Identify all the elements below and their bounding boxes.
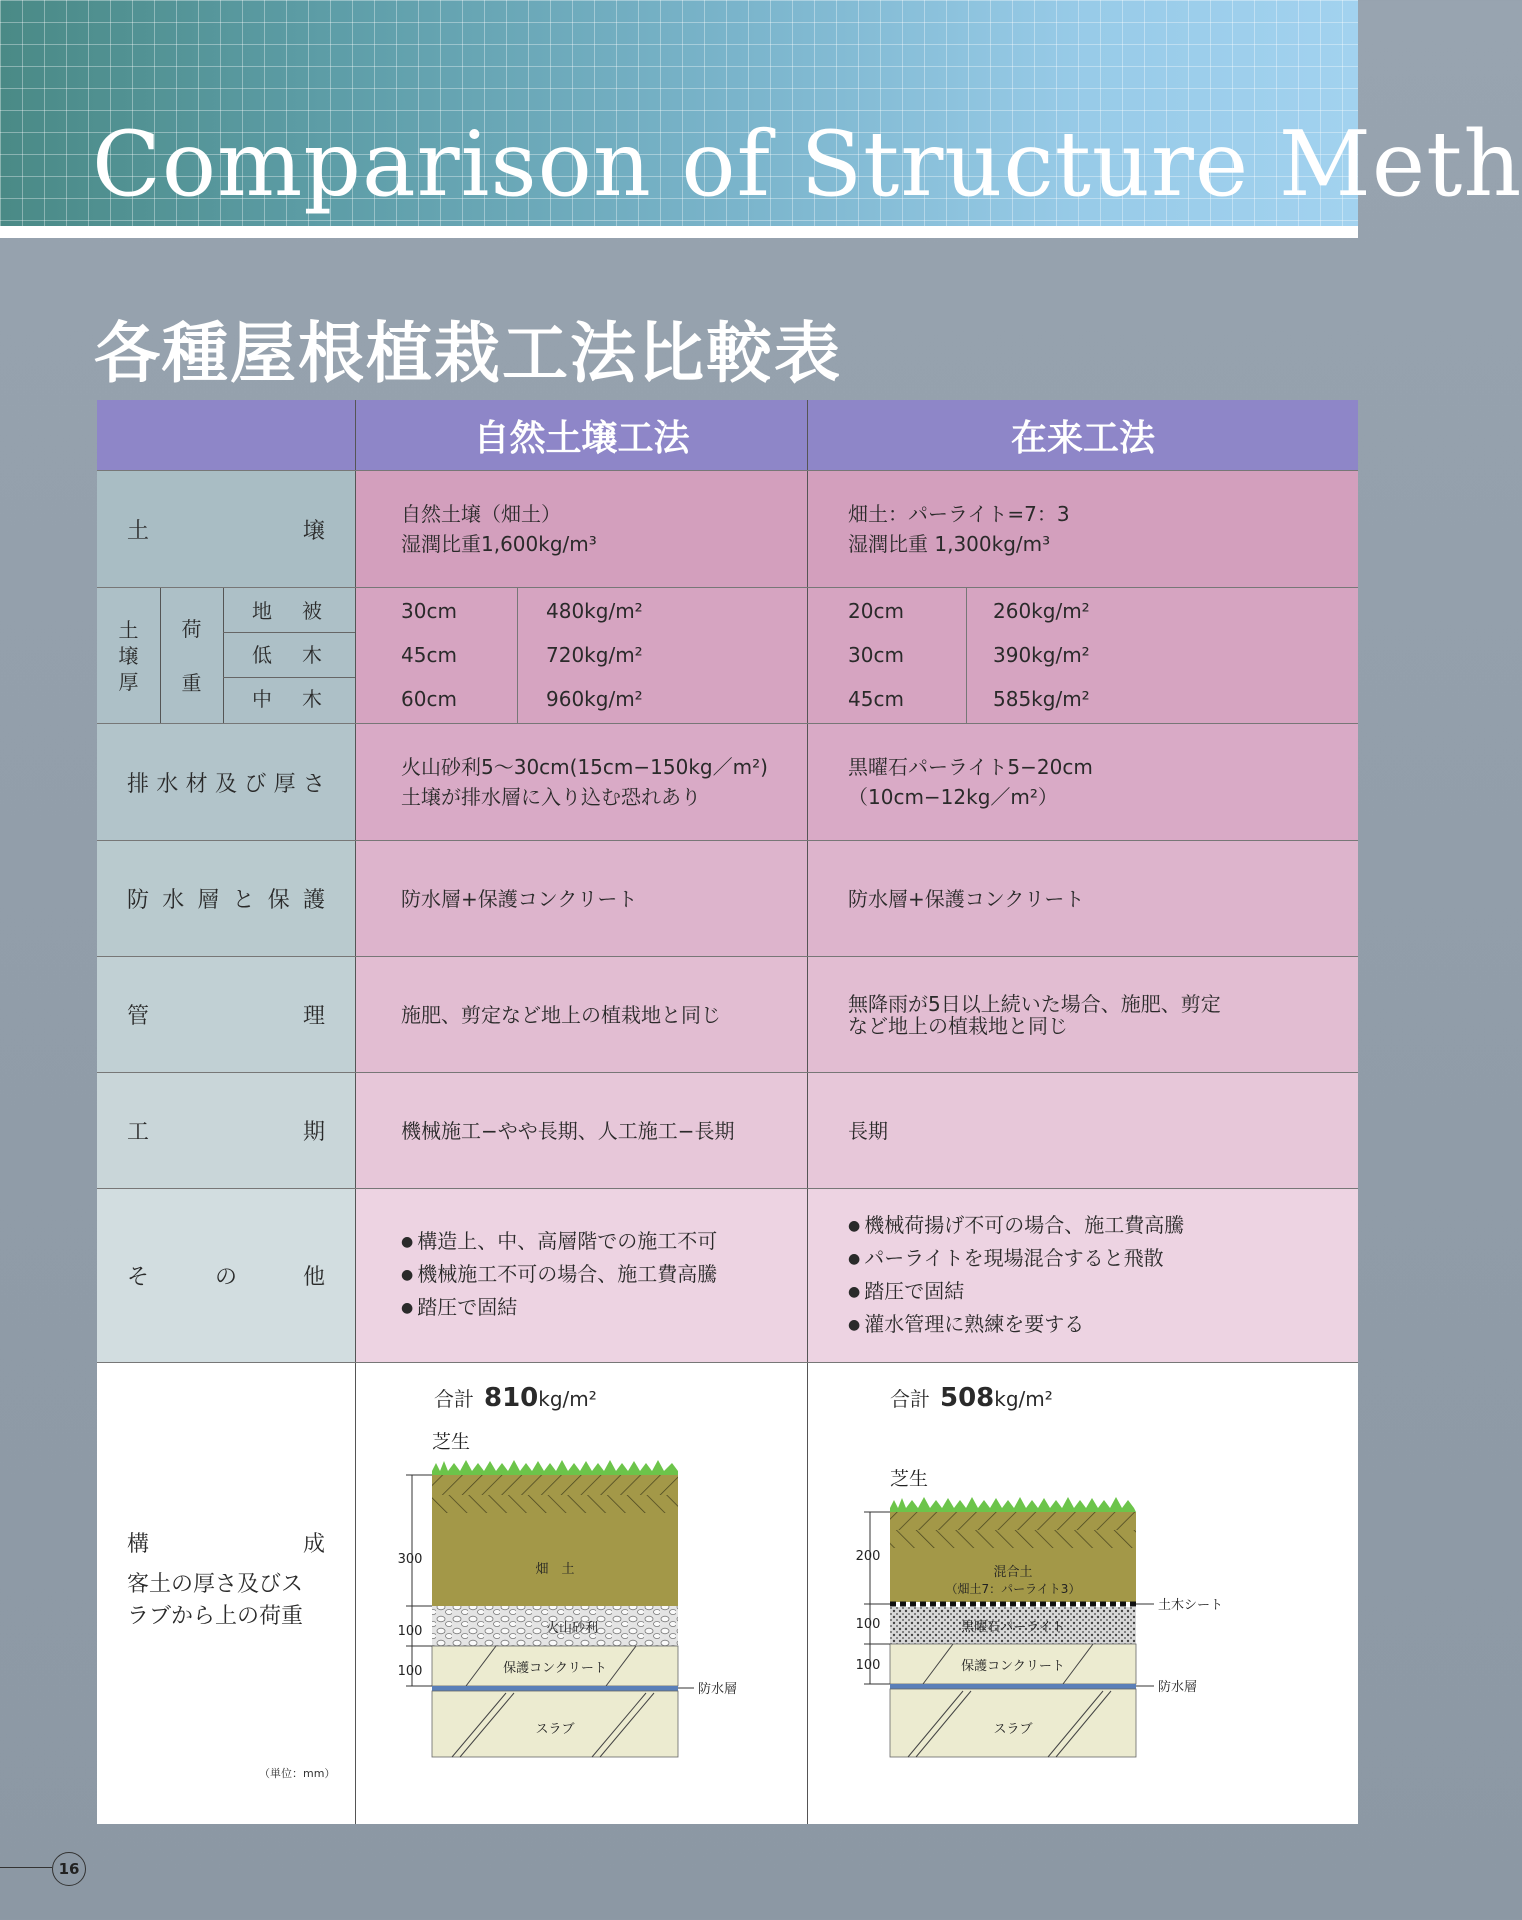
cell-line: 機械施工−やや長期、人工施工−長期 — [401, 1118, 735, 1143]
label-low-tree — [252, 644, 322, 666]
label-char: と — [232, 888, 255, 913]
load-value: 260kg/m² — [993, 599, 1090, 623]
row-divider — [97, 723, 1358, 724]
label-char: 期 — [302, 1120, 325, 1145]
concrete-label: 保護コンクリート — [503, 1661, 607, 1676]
grass-label: 芝生 — [890, 1468, 929, 1490]
civil-sheet-label: 土木シート — [1158, 1598, 1224, 1613]
row-divider — [97, 1188, 1358, 1189]
cell-soil-conventional — [808, 471, 1358, 587]
grass-layer — [890, 1497, 1136, 1512]
soil-hatch — [890, 1512, 1136, 1530]
label-load — [160, 588, 223, 723]
dimension-label: 100 — [855, 1617, 881, 1632]
bullet-item: ● 灌水管理に熟練を要する — [848, 1309, 1358, 1342]
label-char: 壌 — [118, 643, 139, 668]
label-char: 木 — [302, 687, 322, 711]
cell-composition-conventional — [808, 1363, 1358, 1824]
comparison-table — [97, 400, 1358, 1824]
gravel-label: 火山砂利 — [545, 1621, 599, 1636]
label-char: 護 — [302, 888, 325, 913]
load-value: 960kg/m² — [546, 687, 643, 711]
dimension-label: 200 — [855, 1549, 881, 1564]
label-char: 防 — [127, 888, 150, 913]
cell-line: 黒曜石パーライト5−20cm — [848, 755, 1093, 779]
cell-drainage-conventional — [808, 724, 1358, 840]
label-composition — [127, 1527, 325, 1558]
dimension-label: 100 — [397, 1624, 423, 1639]
cell-line: 施肥、剪定など地上の植栽地と同じ — [401, 1002, 721, 1027]
label-ground-cover — [252, 600, 322, 622]
row-management — [97, 957, 1358, 1072]
row-divider — [97, 587, 1358, 588]
cell-line: 自然土壌（畑土） — [401, 502, 561, 526]
label-composition-sub — [127, 1569, 303, 1633]
cell-period-natural — [356, 1073, 807, 1188]
cell-line: 客土の厚さ及びス — [127, 1572, 304, 1597]
cell-line: 防水層+保護コンクリート — [401, 886, 638, 911]
divider — [517, 588, 518, 723]
perlite-label: 黒曜石パーライト — [961, 1620, 1065, 1635]
label-mid-tree — [252, 688, 322, 710]
row-waterproof — [97, 841, 1358, 956]
label-char: 土 — [127, 518, 150, 544]
cell-waterproof-natural — [356, 841, 807, 956]
cell-line: 土壌が排水層に入り込む恐れあり — [401, 785, 701, 809]
cell-line: ラブから上の荷重 — [127, 1604, 304, 1629]
cell-thickness-natural — [356, 588, 807, 723]
row-label-other — [97, 1189, 355, 1362]
dimension-label: 100 — [397, 1664, 423, 1679]
divider — [160, 588, 161, 723]
total-unit: kg/m² — [538, 1387, 597, 1411]
cell-other-conventional — [808, 1189, 1358, 1362]
cell-line: 湿潤比重 1,300kg/m³ — [848, 532, 1051, 556]
soil-hatch — [890, 1530, 1136, 1548]
label-char: 理 — [302, 1004, 325, 1029]
cell-waterproof-conventional — [808, 841, 1358, 956]
load-value: 480kg/m² — [546, 599, 643, 623]
total-label: 合計 — [434, 1387, 474, 1411]
label-char: 荷 — [181, 616, 202, 641]
column-divider — [355, 400, 356, 1824]
banner-divider — [0, 226, 1358, 238]
cell-line: 畑土：パーライト=7：3 — [848, 502, 1070, 526]
dimension-label: 300 — [397, 1552, 423, 1567]
membrane-label: 防水層 — [1158, 1680, 1198, 1695]
slab-label: スラブ — [993, 1722, 1033, 1737]
label-char: 木 — [302, 643, 322, 667]
label-char: 壌 — [302, 518, 325, 544]
header-blank-cell — [97, 400, 355, 470]
load-value: 390kg/m² — [993, 643, 1090, 667]
label-char: 中 — [252, 687, 272, 711]
mixed-soil-sublabel: （畑土7：パーライト3） — [945, 1582, 1081, 1596]
load-value: 720kg/m² — [546, 643, 643, 667]
cell-line: 長期 — [848, 1118, 888, 1143]
label-char: さ — [302, 771, 325, 797]
grass-label: 芝生 — [432, 1431, 471, 1453]
dimension-label: 100 — [855, 1658, 881, 1673]
label-char: 厚 — [273, 771, 296, 797]
divider — [223, 677, 355, 678]
depth-value: 20cm — [848, 599, 904, 623]
cell-period-conventional — [808, 1073, 1358, 1188]
cell-management-conventional — [808, 957, 1358, 1072]
column-divider — [807, 400, 808, 1824]
label-char: 水 — [156, 771, 179, 797]
bullet-item: ● 構造上、中、高層階での施工不可 — [401, 1226, 807, 1259]
cell-line: 火山砂利5～30cm(15cm−150kg／m²) — [401, 755, 768, 779]
row-thickness — [97, 588, 1358, 723]
cell-line: 湿潤比重1,600kg/m³ — [401, 532, 597, 556]
label-char: 地 — [252, 599, 272, 623]
total-value: 508 — [940, 1383, 995, 1413]
load-value: 585kg/m² — [993, 687, 1090, 711]
slab-label: スラブ — [535, 1722, 575, 1737]
natural-section-diagram — [356, 1363, 807, 1824]
depth-value: 45cm — [401, 643, 457, 667]
label-char: 重 — [181, 670, 202, 695]
divider — [223, 588, 224, 723]
row-label-thickness — [97, 588, 355, 723]
page-number: 16 — [52, 1852, 86, 1886]
row-label-period — [97, 1073, 355, 1188]
soil-label: 畑 土 — [535, 1562, 575, 1577]
concrete-label: 保護コンクリート — [961, 1659, 1065, 1674]
page-number-rule — [0, 1867, 52, 1868]
label-char: 材 — [185, 771, 208, 797]
row-composition — [97, 1363, 1358, 1824]
membrane-layer — [890, 1684, 1136, 1689]
cell-soil-natural — [356, 471, 807, 587]
soil-hatch — [432, 1495, 678, 1513]
label-char: 低 — [252, 643, 272, 667]
label-char: 構 — [127, 1532, 150, 1557]
depth-value: 30cm — [848, 643, 904, 667]
page-title: 各種屋根植栽工法比較表 — [94, 314, 842, 392]
row-label-drainage — [97, 724, 355, 840]
total-value: 810 — [484, 1383, 539, 1413]
column-header-natural: 自然土壌工法 — [356, 400, 807, 470]
label-char: 排 — [127, 771, 150, 797]
bullet-item: ● 踏圧で固結 — [848, 1276, 1358, 1309]
label-char: 他 — [302, 1265, 325, 1290]
label-char: 管 — [127, 1004, 150, 1029]
cell-management-natural — [356, 957, 807, 1072]
cell-line: 無降雨が5日以上続いた場合、施肥、剪定 — [848, 991, 1221, 1016]
row-period — [97, 1073, 1358, 1188]
row-divider — [97, 470, 1358, 471]
bullet-item: ● 機械荷揚げ不可の場合、施工費高騰 — [848, 1210, 1358, 1243]
cell-drainage-natural — [356, 724, 807, 840]
row-label-composition — [97, 1363, 355, 1824]
header-banner — [0, 0, 1522, 226]
depth-value: 60cm — [401, 687, 457, 711]
cell-composition-natural — [356, 1363, 807, 1824]
label-char: 厚 — [118, 669, 139, 694]
row-divider — [97, 1072, 1358, 1073]
cell-thickness-conventional — [808, 588, 1358, 723]
label-char: 工 — [127, 1120, 150, 1145]
label-soil-thickness — [97, 588, 160, 723]
membrane-layer — [432, 1686, 678, 1691]
depth-value: 30cm — [401, 599, 457, 623]
cell-line: など地上の植栽地と同じ — [848, 1013, 1068, 1038]
unit-note: （単位：mm） — [259, 1767, 336, 1780]
membrane-label: 防水層 — [698, 1682, 738, 1697]
bullet-item: ● 機械施工不可の場合、施工費高騰 — [401, 1259, 807, 1292]
total-unit: kg/m² — [994, 1387, 1053, 1411]
conventional-section-diagram — [808, 1363, 1358, 1824]
label-char: そ — [127, 1265, 150, 1290]
row-divider — [97, 840, 1358, 841]
cell-line: 防水層+保護コンクリート — [848, 886, 1085, 911]
divider — [966, 588, 967, 723]
label-char: 成 — [302, 1532, 325, 1557]
row-drainage — [97, 724, 1358, 840]
grass-layer — [432, 1460, 678, 1475]
label-char: 水 — [162, 888, 185, 913]
total-label: 合計 — [890, 1387, 930, 1411]
row-divider — [97, 1362, 1358, 1363]
cell-other-natural — [356, 1189, 807, 1362]
cell-line: （10cm−12kg／m²） — [848, 785, 1058, 809]
column-header-conventional: 在来工法 — [808, 400, 1358, 470]
row-label-soil — [97, 471, 355, 587]
row-divider — [97, 956, 1358, 957]
soil-hatch — [432, 1475, 678, 1495]
bullet-item: ● パーライトを現場混合すると飛散 — [848, 1243, 1358, 1276]
bullet-item: ● 踏圧で固結 — [401, 1292, 807, 1325]
label-char: 被 — [302, 599, 322, 623]
divider — [223, 632, 355, 633]
row-other — [97, 1189, 1358, 1362]
depth-value: 45cm — [848, 687, 904, 711]
label-char: び — [244, 771, 267, 797]
label-char: 及 — [214, 771, 237, 797]
row-label-waterproof — [97, 841, 355, 956]
label-char: 保 — [267, 888, 290, 913]
row-label-management — [97, 957, 355, 1072]
mixed-soil-label: 混合土 — [993, 1565, 1033, 1580]
label-char: 土 — [118, 617, 139, 642]
row-soil — [97, 471, 1358, 587]
label-char: 層 — [197, 888, 220, 913]
label-char: の — [214, 1265, 237, 1290]
banner-title: Comparison of Structure Meth — [92, 112, 1522, 217]
